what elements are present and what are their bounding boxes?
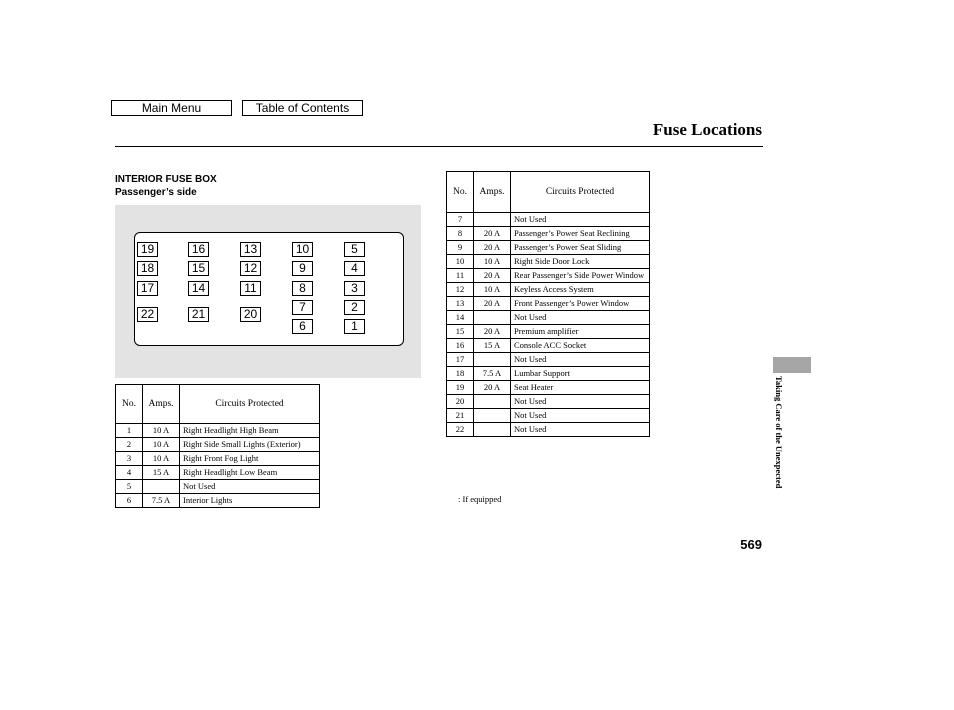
fuse-circuit: Not Used <box>511 423 650 437</box>
fuse-number: 4 <box>116 466 143 480</box>
header-no: No. <box>447 172 474 213</box>
fuse-6: 6 <box>292 319 313 334</box>
fuse-table-right <box>446 171 650 437</box>
fuse-21: 21 <box>188 307 209 322</box>
fuse-7: 7 <box>292 300 313 315</box>
footnote: : If equipped <box>458 494 502 504</box>
fuse-amps: 20 A <box>474 227 511 241</box>
fuse-circuit: Not Used <box>511 311 650 325</box>
section-subtitle: Passenger’s side <box>115 187 197 198</box>
fuse-circuit: Console ACC Socket <box>511 339 650 353</box>
fuse-amps: 20 A <box>474 325 511 339</box>
fuse-16: 16 <box>188 242 209 257</box>
fuse-circuit: Right Side Small Lights (Exterior) <box>180 438 320 452</box>
table-of-contents-button[interactable]: Table of Contents <box>242 100 363 116</box>
fuse-circuit: Right Headlight Low Beam <box>180 466 320 480</box>
fuse-10: 10 <box>292 242 313 257</box>
fuse-number: 16 <box>447 339 474 353</box>
fuse-amps <box>474 353 511 367</box>
fuse-amps: 15 A <box>143 466 180 480</box>
table-row <box>447 423 650 437</box>
table-row <box>116 438 320 452</box>
fuse-1: 1 <box>344 319 365 334</box>
fuse-circuit: Not Used <box>511 409 650 423</box>
fuse-number: 2 <box>116 438 143 452</box>
fuse-circuit: Right Side Door Lock <box>511 255 650 269</box>
fuse-13: 13 <box>240 242 261 257</box>
header-no: No. <box>116 385 143 424</box>
fuse-amps: 10 A <box>143 424 180 438</box>
fuse-17: 17 <box>137 281 158 296</box>
table-row <box>116 480 320 494</box>
fuse-circuit: Not Used <box>511 395 650 409</box>
fuse-circuit: Front Passenger’s Power Window <box>511 297 650 311</box>
fuse-number: 15 <box>447 325 474 339</box>
table-row <box>447 227 650 241</box>
fuse-number: 22 <box>447 423 474 437</box>
table-row <box>447 269 650 283</box>
fuse-circuit: Seat Heater <box>511 381 650 395</box>
fuse-11: 11 <box>240 281 261 296</box>
fuse-table-left <box>115 384 320 508</box>
fuse-amps <box>474 311 511 325</box>
fuse-amps: 7.5 A <box>474 367 511 381</box>
table-row <box>447 283 650 297</box>
fuse-number: 9 <box>447 241 474 255</box>
fuse-amps <box>474 213 511 227</box>
fuse-amps: 20 A <box>474 381 511 395</box>
fuse-amps: 10 A <box>143 438 180 452</box>
fuse-5: 5 <box>344 242 365 257</box>
fuse-number: 7 <box>447 213 474 227</box>
table-row <box>447 297 650 311</box>
fuse-circuit: Passenger’s Power Seat Reclining <box>511 227 650 241</box>
fuse-amps: 20 A <box>474 241 511 255</box>
fuse-amps: 10 A <box>474 255 511 269</box>
fuse-number: 11 <box>447 269 474 283</box>
fuse-number: 12 <box>447 283 474 297</box>
fuse-amps <box>474 409 511 423</box>
fuse-circuit: Not Used <box>180 480 320 494</box>
fuse-amps: 10 A <box>143 452 180 466</box>
table-header-row <box>116 385 320 424</box>
fuse-amps <box>474 395 511 409</box>
table-row <box>447 367 650 381</box>
fuse-2: 2 <box>344 300 365 315</box>
fuse-19: 19 <box>137 242 158 257</box>
fuse-amps <box>143 480 180 494</box>
main-menu-button[interactable]: Main Menu <box>111 100 232 116</box>
fuse-number: 3 <box>116 452 143 466</box>
header-amps: Amps. <box>143 385 180 424</box>
chapter-label: Taking Care of the Unexpected <box>774 376 784 489</box>
fuse-18: 18 <box>137 261 158 276</box>
fuse-amps <box>474 423 511 437</box>
section-title: INTERIOR FUSE BOX <box>115 174 217 185</box>
table-row <box>447 409 650 423</box>
table-header-row <box>447 172 650 213</box>
fuse-amps: 10 A <box>474 283 511 297</box>
fuse-number: 5 <box>116 480 143 494</box>
table-row <box>447 255 650 269</box>
fuse-number: 10 <box>447 255 474 269</box>
fuse-number: 17 <box>447 353 474 367</box>
fuse-number: 20 <box>447 395 474 409</box>
chapter-tab <box>773 357 811 373</box>
table-row <box>116 452 320 466</box>
fuse-circuit: Not Used <box>511 213 650 227</box>
page-number: 569 <box>740 537 762 552</box>
fuse-number: 8 <box>447 227 474 241</box>
table-row <box>116 466 320 480</box>
header-circuits: Circuits Protected <box>511 172 650 213</box>
fuse-9: 9 <box>292 261 313 276</box>
page-title: Fuse Locations <box>652 120 762 139</box>
fuse-box-diagram <box>115 205 421 378</box>
fuse-circuit: Keyless Access System <box>511 283 650 297</box>
fuse-20: 20 <box>240 307 261 322</box>
table-row <box>447 241 650 255</box>
fuse-15: 15 <box>188 261 209 276</box>
table-row <box>116 494 320 508</box>
fuse-4: 4 <box>344 261 365 276</box>
fuse-amps: 7.5 A <box>143 494 180 508</box>
table-row <box>447 395 650 409</box>
header-amps: Amps. <box>474 172 511 213</box>
fuse-circuit: Right Headlight High Beam <box>180 424 320 438</box>
fuse-number: 19 <box>447 381 474 395</box>
fuse-number: 6 <box>116 494 143 508</box>
fuse-circuit: Passenger’s Power Seat Sliding <box>511 241 650 255</box>
fuse-box-outline <box>134 232 404 346</box>
fuse-number: 1 <box>116 424 143 438</box>
fuse-amps: 20 A <box>474 269 511 283</box>
fuse-12: 12 <box>240 261 261 276</box>
fuse-circuit: Not Used <box>511 353 650 367</box>
fuse-circuit: Rear Passenger’s Side Power Window <box>511 269 650 283</box>
fuse-number: 13 <box>447 297 474 311</box>
table-row <box>447 381 650 395</box>
fuse-amps: 15 A <box>474 339 511 353</box>
fuse-22: 22 <box>137 307 158 322</box>
table-row <box>447 325 650 339</box>
fuse-circuit: Lumbar Support <box>511 367 650 381</box>
fuse-8: 8 <box>292 281 313 296</box>
fuse-number: 14 <box>447 311 474 325</box>
fuse-circuit: Premium amplifier <box>511 325 650 339</box>
fuse-circuit: Interior Lights <box>180 494 320 508</box>
fuse-amps: 20 A <box>474 297 511 311</box>
fuse-14: 14 <box>188 281 209 296</box>
table-row <box>447 339 650 353</box>
title-divider <box>115 146 763 147</box>
fuse-circuit: Right Front Fog Light <box>180 452 320 466</box>
table-row <box>447 213 650 227</box>
table-row <box>116 424 320 438</box>
table-row <box>447 311 650 325</box>
header-circuits: Circuits Protected <box>180 385 320 424</box>
fuse-number: 21 <box>447 409 474 423</box>
fuse-number: 18 <box>447 367 474 381</box>
table-row <box>447 353 650 367</box>
fuse-3: 3 <box>344 281 365 296</box>
